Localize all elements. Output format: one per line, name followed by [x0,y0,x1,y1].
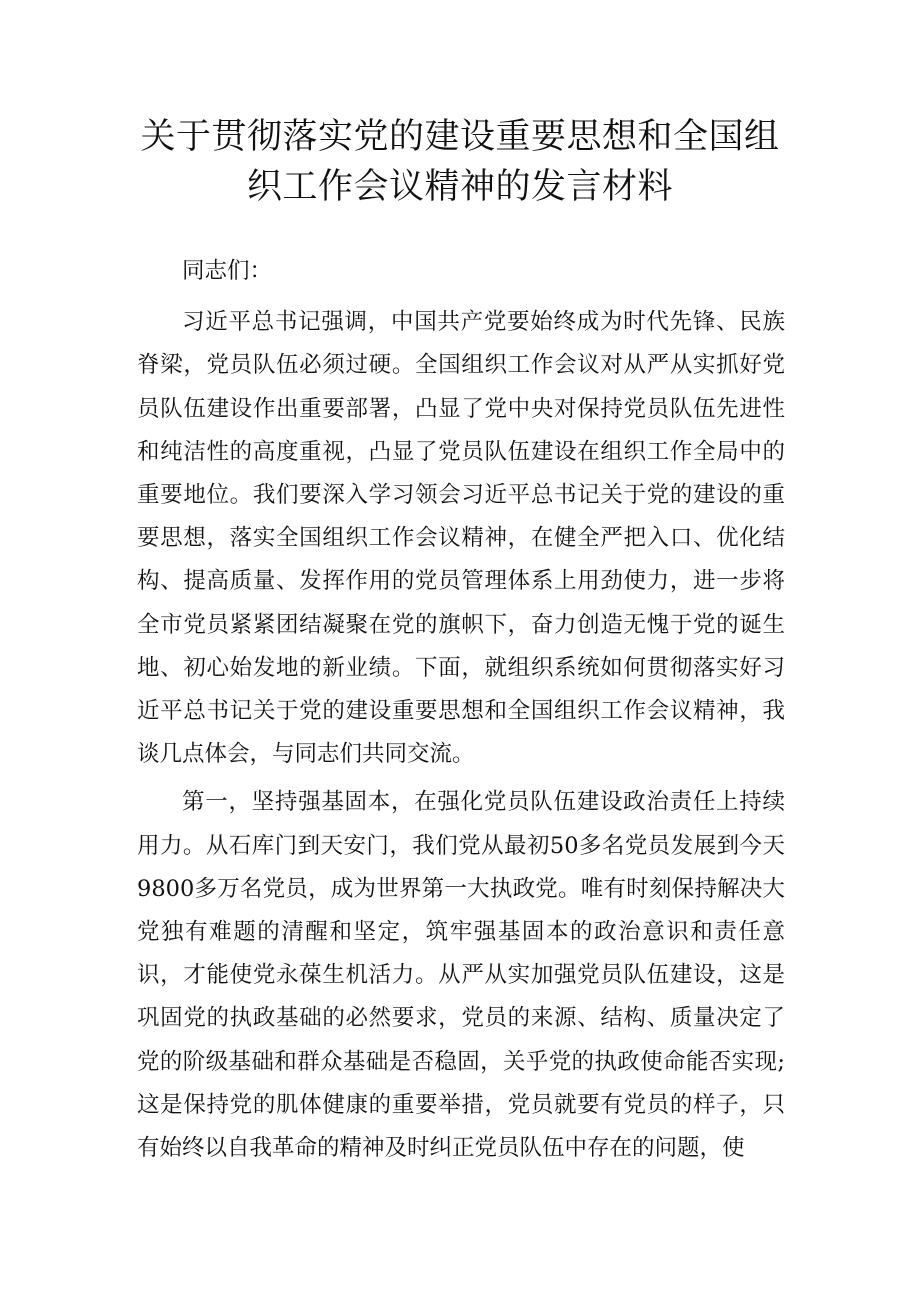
title-line-2: 织工作会议精神的发言材料 [246,167,673,207]
document-title [140,112,780,212]
document-body [137,250,785,1170]
paragraph-first-point: 第一，坚持强基固本，在强化党员队伍建设政治责任上持续用力。从石库门到天安门，我们党从最初50多名党员发展到今天9800多万名党员，成为世界第一大执政党。唯有时刻保持解决大党独有难题的清醒和坚定，筑牢强基固本的政治意识和责任意识，才能使党永葆生机活力。从严从实加强党员队伍建设，这是巩固党的执政基础的必然要求，党员的来源、结构、质量决定了党的阶级基础和群众基础是否稳固，关乎党的执政使命能否实现;这是保持党的肌体健康的重要举措，党员就要有党员的样子，只有始终以自我革命的精神及时纠正党员队伍中存在的问题，使 [137,789,785,1162]
title-line-1: 关于贯彻落实党的建设重要思想和全国组 [140,117,780,157]
paragraph-intro: 习近平总书记强调，中国共产党要始终成为时代先锋、民族脊梁，党员队伍必须过硬。全国组织工作会议对从严从实抓好党员队伍建设作出重要部署，凸显了党中央对保持党员队伍先进性和纯洁性的高度重视，凸显了党员队伍建设在组织工作全局中的重要地位。我们要深入学习领会习近平总书记关于党的建设的重要思想，落实全国组织工作会议精神，在健全严把入口、优化结构、提高质量、发挥作用的党员管理体系上用劲使力，进一步将全市党员紧紧团结凝聚在党的旗帜下，奋力创造无愧于党的诞生地、初心始发地的新业绩。下面，就组织系统如何贯彻落实好习近平总书记关于党的建设重要思想和全国组织工作会议精神，我谈几点体会，与同志们共同交流。 [137,309,785,768]
greeting: 同志们： [182,258,273,284]
